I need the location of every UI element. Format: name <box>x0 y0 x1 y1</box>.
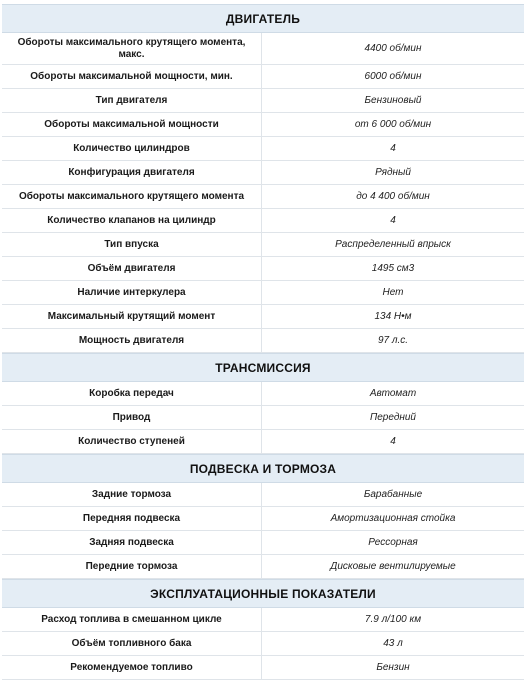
spec-label: Мощность двигателя <box>2 329 262 352</box>
table-row <box>2 305 524 329</box>
spec-label: Тип впуска <box>2 233 262 256</box>
spec-value: Распределенный впрыск <box>335 239 451 250</box>
table-row <box>2 555 524 579</box>
spec-label: Передние тормоза <box>2 555 262 578</box>
table-row <box>2 329 524 353</box>
table-row <box>2 33 524 65</box>
section-header-transmission: ТРАНСМИССИЯ <box>2 353 524 382</box>
spec-value: 43 л <box>383 638 403 649</box>
spec-value: от 6 000 об/мин <box>354 119 432 130</box>
table-row <box>2 608 524 632</box>
table-row <box>2 185 524 209</box>
spec-label: Обороты максимальной мощности, мин. <box>2 65 262 88</box>
spec-label: Тип двигателя <box>2 89 262 112</box>
spec-label: Наличие интеркулера <box>2 281 262 304</box>
spec-value: Рядный <box>375 167 411 178</box>
table-row <box>2 382 524 406</box>
spec-label: Количество цилиндров <box>2 137 262 160</box>
spec-value: 97 л.с. <box>377 335 409 346</box>
section-header-suspension-brakes: ПОДВЕСКА И ТОРМОЗА <box>2 454 524 483</box>
spec-value: Автомат <box>369 388 417 399</box>
spec-label: Обороты максимальной мощности <box>2 113 262 136</box>
spec-value: 4 <box>390 215 396 226</box>
table-row <box>2 89 524 113</box>
spec-label: Количество ступеней <box>2 430 262 453</box>
table-row <box>2 257 524 281</box>
table-row <box>2 483 524 507</box>
table-row <box>2 161 524 185</box>
spec-value: 7.9 л/100 км <box>364 614 422 625</box>
spec-label: Количество клапанов на цилиндр <box>2 209 262 232</box>
spec-label: Обороты максимального крутящего момента, макс. <box>2 33 262 64</box>
table-row <box>2 137 524 161</box>
spec-label: Объём двигателя <box>2 257 262 280</box>
spec-label: Конфигурация двигателя <box>2 161 262 184</box>
section-header-performance: ЭКСПЛУАТАЦИОННЫЕ ПОКАЗАТЕЛИ <box>2 579 524 608</box>
table-row <box>2 430 524 454</box>
table-row <box>2 233 524 257</box>
spec-label: Привод <box>2 406 262 429</box>
spec-value: до 4 400 об/мин <box>356 191 430 202</box>
spec-label: Задняя подвеска <box>2 531 262 554</box>
table-row <box>2 507 524 531</box>
table-row <box>2 656 524 680</box>
spec-value: 134 Н•м <box>374 311 412 322</box>
spec-value: Нет <box>382 287 404 298</box>
table-row <box>2 632 524 656</box>
spec-value: 6000 об/мин <box>364 71 422 82</box>
section-header-engine: ДВИГАТЕЛЬ <box>2 4 524 33</box>
table-row <box>2 531 524 555</box>
spec-label: Рекомендуемое топливо <box>2 656 262 679</box>
table-row <box>2 209 524 233</box>
spec-value: Передний <box>370 412 416 423</box>
spec-value: 4400 об/мин <box>364 43 422 54</box>
spec-label: Объём топливного бака <box>2 632 262 655</box>
spec-label: Задние тормоза <box>2 483 262 506</box>
spec-value: Амортизационная стойка <box>330 513 456 524</box>
table-row <box>2 65 524 89</box>
spec-value: Бензин <box>376 662 410 673</box>
spec-label: Коробка передач <box>2 382 262 405</box>
table-row <box>2 113 524 137</box>
spec-value: Дисковые вентилируемые <box>330 561 456 572</box>
spec-label: Обороты максимального крутящего момента <box>2 185 262 208</box>
spec-value: Бензиновый <box>364 95 422 106</box>
table-row <box>2 406 524 430</box>
table-row <box>2 281 524 305</box>
spec-value: Барабанные <box>363 489 423 500</box>
spec-value: Рессорная <box>368 537 418 548</box>
spec-label: Расход топлива в смешанном цикле <box>2 608 262 631</box>
spec-label: Максимальный крутящий момент <box>2 305 262 328</box>
spec-value: 1495 см3 <box>371 263 415 274</box>
spec-label: Передняя подвеска <box>2 507 262 530</box>
spec-value: 4 <box>390 143 396 154</box>
spec-value: 4 <box>390 436 396 447</box>
